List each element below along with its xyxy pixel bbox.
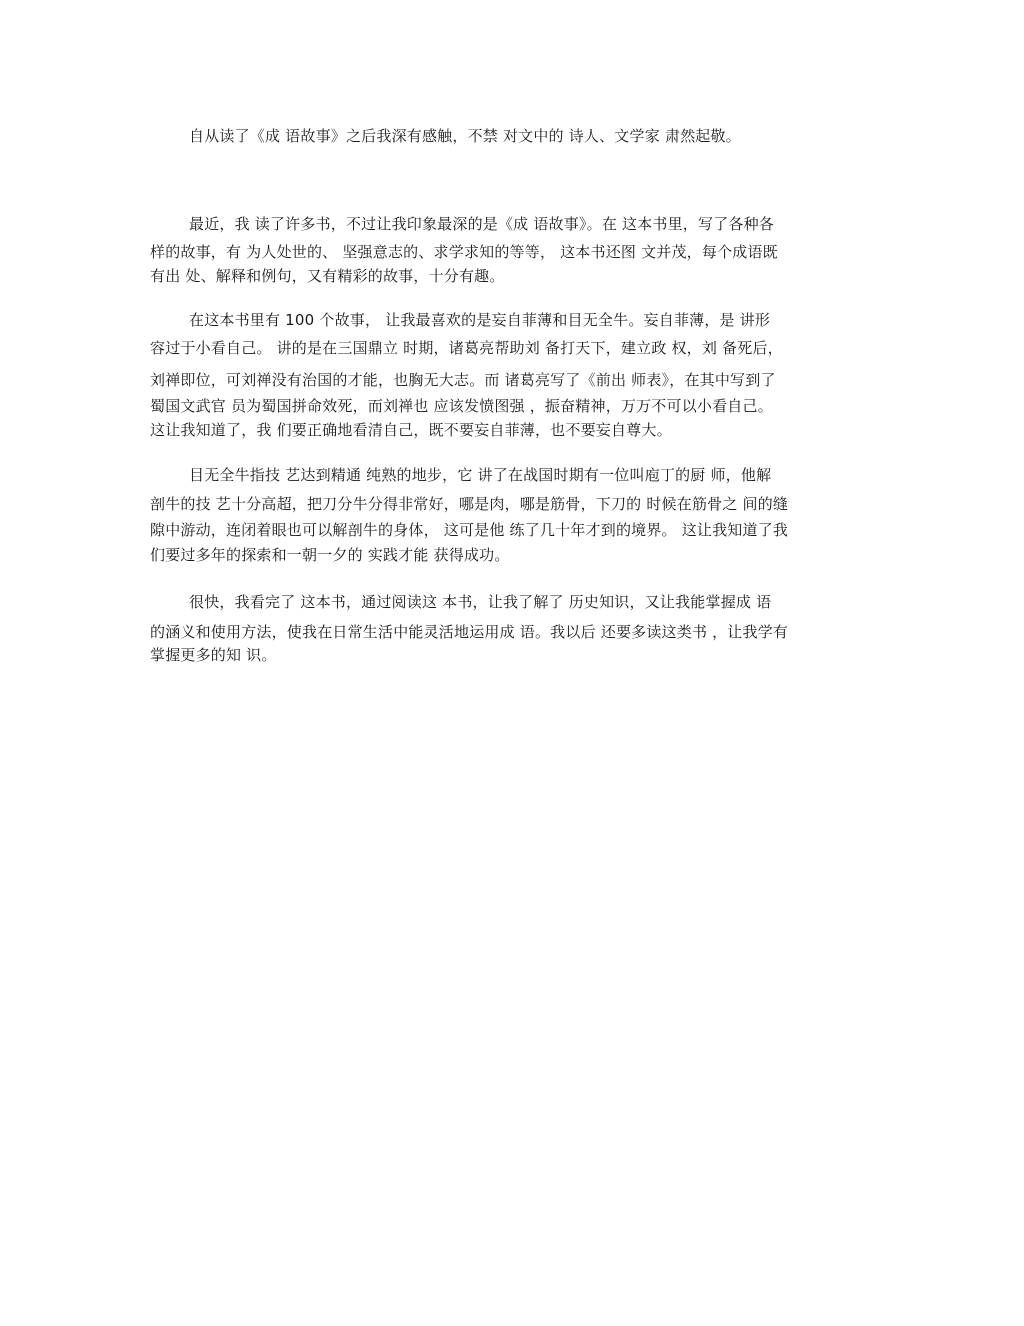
paragraph-line: 很快，我看完了 这本书，通过阅读这 本书，让我了解了 历史知识，又让我能掌握成 语 (189, 593, 772, 611)
paragraph-line: 最近，我 读了许多书，不过让我印象最深的是《成 语故事》。在 这本书里，写了各种各 (189, 215, 775, 233)
paragraph-line: 隙中游动，连闭着眼也可以解剖牛的身体， 这可是他 练了几十年才到的境界。 这让我知道了我 (150, 521, 789, 539)
paragraph-line: 在这本书里有 100 个故事， 让我最喜欢的是妄自菲薄和目无全牛。妄自菲薄，是 讲形 (189, 311, 771, 329)
paragraph-line: 剖牛的技 艺十分高超，把刀分牛分得非常好，哪是肉，哪是筋骨，下刀的 时候在筋骨之 间的缝 (150, 495, 789, 513)
intro-line: 自从读了《成 语故事》之后我深有感触，不禁 对文中的 诗人、文学家 肃然起敬。 (189, 127, 741, 145)
paragraph-line: 们要过多年的探索和一朝一夕的 实践才能 获得成功。 (150, 546, 510, 564)
paragraph-line: 容过于小看自己。 讲的是在三国鼎立 时期，诸葛亮帮助刘 备打天下，建立政 权，刘 备死后， (150, 339, 783, 357)
paragraph-line: 有出 处、解释和例句，又有精彩的故事，十分有趣。 (150, 267, 505, 285)
paragraph-line: 掌握更多的知 识。 (150, 646, 277, 664)
paragraph-line: 的涵义和使用方法，使我在日常生活中能灵活地运用成 语。我以后 还要多读这类书 ，让我学有 (150, 623, 789, 641)
paragraph-line: 样的故事，有 为人处世的、 坚强意志的、求学求知的等等， 这本书还图 文并茂，每个成语既 (150, 243, 778, 261)
paragraph-line: 目无全牛指技 艺达到精通 纯熟的地步，它 讲了在战国时期有一位叫庖丁的厨 师，他解 (189, 466, 772, 484)
paragraph-line: 这让我知道了，我 们要正确地看清自己，既不要妄自菲薄，也不要妄自尊大。 (150, 421, 672, 439)
paragraph-line: 刘禅即位，可刘禅没有治国的才能，也胸无大志。而 诸葛亮写了《前出 师表》，在其中写到了 (150, 371, 776, 389)
paragraph-line: 蜀国文武官 员为蜀国拼命效死，而刘禅也 应该发愤图强 ，振奋精神，万万不可以小看自己。 (150, 397, 773, 415)
